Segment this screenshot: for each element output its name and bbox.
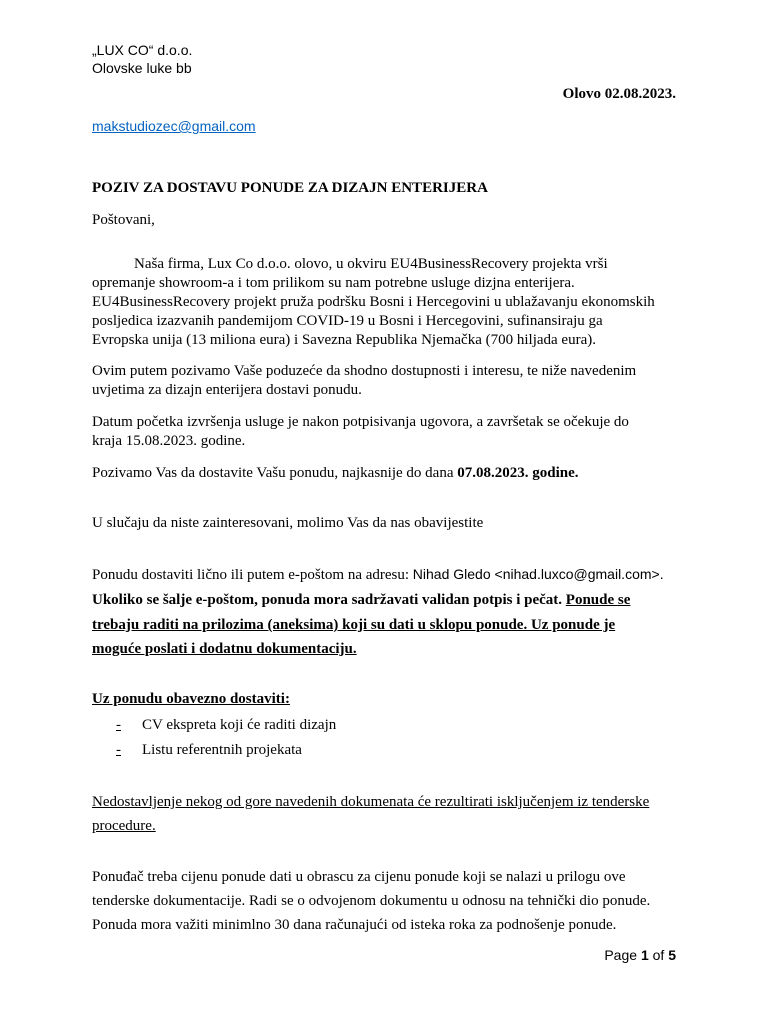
page-number bbox=[604, 947, 676, 963]
list-dash: - bbox=[116, 717, 121, 733]
delivery-text: Ponudu dostaviti lično ili putem e-poštom na adresu: bbox=[92, 567, 413, 583]
delivery-line bbox=[92, 566, 664, 584]
email-req-line: moguće poslati i dodatnu dokumentaciju. bbox=[92, 641, 357, 657]
company-name: „LUX CO“ d.o.o. bbox=[92, 42, 193, 58]
list-dash: - bbox=[116, 742, 121, 758]
email-req-underlined: Ponude se bbox=[565, 592, 631, 608]
exclusion-line: procedure. bbox=[92, 818, 156, 834]
invite-line: uvjetima za dizajn enterijera dostavi ponudu. bbox=[92, 382, 362, 398]
not-interested-line: U slučaju da niste zainteresovani, molimo Vas da nas obavijestite bbox=[92, 515, 484, 531]
price-line: tenderske dokumentacije. Radi se o odvojenom dokumentu u odnosu na tehnički dio ponude. bbox=[92, 893, 651, 909]
company-address: Olovske luke bb bbox=[92, 60, 192, 76]
email-req-line: trebaju raditi na prilozima (aneksima) koji su dati u sklopu ponude. Uz ponude je bbox=[92, 617, 616, 633]
email-req-line bbox=[92, 592, 630, 609]
required-item-text: CV ekspreta koji će raditi dizajn bbox=[142, 717, 337, 733]
email-link[interactable]: makstudiozec@gmail.com bbox=[92, 118, 256, 134]
deadline-date: 07.08.2023. godine. bbox=[457, 465, 579, 481]
page-word: Page bbox=[604, 947, 641, 963]
intro-line: posljedica izazvanih pandemijom COVID-19 u Bosni i Hercegovini, sufinansiraju ga bbox=[92, 313, 603, 329]
price-line: Ponuđač treba cijenu ponude dati u obrascu za cijenu ponude koji se nalazi u prilogu ove bbox=[92, 869, 626, 885]
page-total: 5 bbox=[668, 947, 676, 963]
place-date: Olovo 02.08.2023. bbox=[562, 86, 676, 102]
price-line: Ponuda mora važiti minimlno 30 dana računajući od isteka roka za podnošenje ponude. bbox=[92, 917, 617, 933]
required-item bbox=[116, 742, 302, 759]
dates-line: Datum početka izvršenja usluge je nakon potpisivanja ugovora, a završetak se očekuje do bbox=[92, 414, 629, 430]
of-word: of bbox=[648, 947, 669, 963]
intro-line: opremanje showroom-a i tom prilikom su nam potrebne usluge dizjna enterijera. bbox=[92, 275, 575, 291]
invite-line: Ovim putem pozivamo Vaše poduzeće da shodno dostupnosti i interesu, te niže navedenim bbox=[92, 363, 637, 379]
deadline-text: Pozivamo Vas da dostavite Vašu ponudu, najkasnije do dana bbox=[92, 465, 458, 481]
deadline-line bbox=[92, 465, 579, 482]
intro-line: EU4BusinessRecovery projekt pruža podršku Bosni i Hercegovini u ublažavanju ekonomskih bbox=[92, 294, 655, 310]
salutation: Poštovani, bbox=[92, 212, 155, 228]
delivery-contact: Nihad Gledo <nihad.luxco@gmail.com>. bbox=[412, 566, 664, 582]
intro-line: Naša firma, Lux Co d.o.o. olovo, u okviru EU4BusinessRecovery projekta vrši bbox=[134, 256, 608, 272]
required-item bbox=[116, 717, 336, 734]
dates-line: kraja 15.08.2023. godine. bbox=[92, 433, 246, 449]
exclusion-line: Nedostavljenje nekog od gore navedenih dokumenata će rezultirati isključenjem iz tenderske bbox=[92, 794, 650, 810]
page-current: 1 bbox=[640, 947, 649, 963]
document-title: POZIV ZA DOSTAVU PONUDE ZA DIZAJN ENTERIJERA bbox=[92, 180, 488, 196]
email-req-text: Ukoliko se šalje e-poštom, ponuda mora sadržavati validan potpis i pečat. bbox=[92, 592, 566, 608]
required-item-text: Listu referentnih projekata bbox=[142, 742, 302, 758]
required-heading: Uz ponudu obavezno dostaviti: bbox=[92, 691, 290, 707]
intro-line: Evropska unija (13 miliona eura) i Savezna Republika Njemačka (700 hiljada eura). bbox=[92, 332, 596, 348]
